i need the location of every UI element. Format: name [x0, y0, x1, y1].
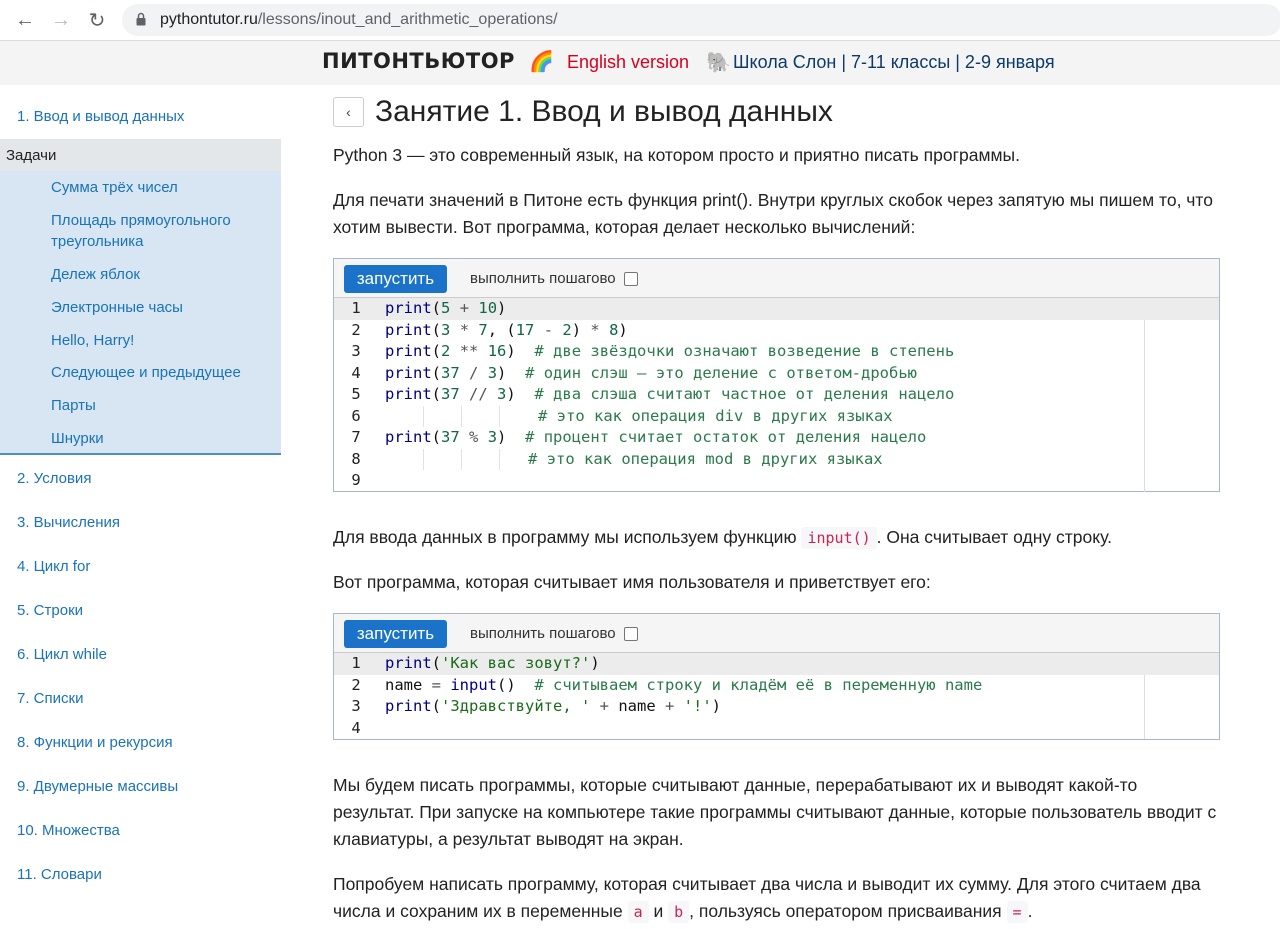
line-number: 4: [351, 363, 361, 382]
line-number: 3: [351, 697, 361, 715]
reload-icon[interactable]: ↻: [88, 9, 106, 32]
paragraph-intro: Python 3 — это современный язык, на котором просто и приятно писать программы.: [333, 145, 1020, 165]
task-link-hello-harry[interactable]: Hello, Harry!: [51, 332, 135, 349]
step-by-step-label: выполнить пошагово: [470, 270, 616, 287]
step-by-step-label: выполнить пошагово: [470, 625, 616, 642]
inline-code-assign: =: [1007, 901, 1028, 923]
school-slon-link[interactable]: Школа Слон | 7-11 классы | 2-9 января: [733, 52, 1055, 72]
line-number: 2: [351, 320, 361, 339]
task-link-laces[interactable]: Шнурки: [51, 430, 104, 447]
code-line: 2 print(3 * 7, (17 - 2) * 8): [334, 320, 1219, 342]
paragraph-sum: Попробуем написать программу, которая считывает два числа и выводит их сумму. Для этого считаем два числа и сохраним их в переменные a и b , пользуясь оператором присваивания = .: [333, 874, 1201, 921]
back-arrow-icon[interactable]: ←: [15, 8, 35, 31]
url-text: [160, 11, 558, 29]
code-line: 1 print('Как вас зовут?'): [334, 653, 1219, 675]
code-line: 6 # это как операция div в других языках: [334, 406, 1219, 428]
code-line: 7 print(37 % 3) # процент считает остаток от деления нацело: [334, 427, 1219, 449]
sidebar-lesson-10[interactable]: 10. Множества: [17, 822, 120, 839]
line-number: 8: [351, 449, 361, 468]
task-link-apples[interactable]: Дележ яблок: [51, 266, 140, 283]
sidebar-lesson-1[interactable]: 1. Ввод и вывод данных: [17, 108, 185, 125]
task-link-clock[interactable]: Электронные часы: [51, 299, 183, 316]
url-path: /lessons/inout_and_arithmetic_operations/: [257, 11, 558, 28]
code-line: 8 # это как операция mod в других языках: [334, 449, 1219, 471]
sidebar-nav: [0, 85, 281, 929]
code-line: 2 name = input() # считываем строку и кладём её в переменную name: [334, 675, 1219, 697]
inline-code-a: a: [628, 901, 649, 923]
rainbow-icon: 🌈: [529, 51, 554, 73]
lock-icon: [136, 12, 146, 26]
tasks-panel: [0, 139, 281, 455]
code-line: 5 print(37 // 3) # два слэша считают частное от деления нацело: [334, 384, 1219, 406]
tasks-title: Задачи: [0, 139, 281, 171]
task-link-next-prev[interactable]: Следующее и предыдущее: [51, 364, 241, 381]
task-link-desks[interactable]: Парты: [51, 397, 96, 414]
sidebar-lesson-6[interactable]: 6. Цикл while: [17, 646, 107, 663]
url-domain: pythontutor.ru: [160, 11, 258, 28]
sidebar-lesson-9[interactable]: 9. Двумерные массивы: [17, 778, 179, 795]
forward-arrow-icon[interactable]: →: [51, 8, 71, 31]
page-title: Занятие 1. Ввод и вывод данных: [375, 95, 833, 128]
sidebar-lesson-4[interactable]: 4. Цикл for: [17, 558, 91, 575]
paragraph-greeting: Вот программа, которая считывает имя пользователя и приветствует его:: [333, 572, 931, 592]
line-number: 4: [351, 718, 361, 737]
code-line: [334, 718, 1219, 740]
code-editor[interactable]: [334, 298, 1219, 492]
line-number: 2: [351, 675, 361, 694]
run-button[interactable]: запустить: [344, 620, 447, 648]
run-button[interactable]: запустить: [344, 265, 447, 293]
paragraph-print: Для печати значений в Питоне есть функция print(). Внутри круглых скобок через запятую мы пишем то, что хотим вывести. Вот программа, которая делает несколько вычислений:: [333, 190, 1213, 237]
inline-code-b: b: [668, 901, 689, 923]
paragraph-input: Для ввода данных в программу мы используем функцию input() . Она считывает одну строку.: [333, 527, 1112, 547]
lesson-content: [333, 85, 1233, 929]
sidebar-lesson-5[interactable]: 5. Строки: [17, 602, 84, 619]
sidebar-lesson-8[interactable]: 8. Функции и рекурсия: [17, 734, 173, 751]
code-line: 1 print(5 + 10): [334, 298, 1219, 320]
chevron-left-icon[interactable]: ‹: [333, 97, 364, 127]
site-header: [0, 41, 1280, 85]
task-link-triangle-area[interactable]: Площадь прямоугольного треугольника: [51, 212, 231, 250]
line-number: 3: [351, 342, 361, 360]
sidebar-lesson-2[interactable]: 2. Условия: [17, 470, 92, 487]
code-toolbar: [334, 259, 1219, 298]
task-link-sum[interactable]: Сумма трёх чисел: [51, 179, 178, 196]
line-number: 5: [351, 385, 361, 403]
code-line: 3 print('Здравствуйте, ' + name + '!'): [334, 696, 1219, 718]
sidebar-lesson-3[interactable]: 3. Вычисления: [17, 514, 121, 531]
step-by-step-checkbox[interactable]: [624, 272, 638, 286]
sidebar-lesson-11[interactable]: 11. Словари: [17, 866, 102, 883]
code-widget-greeting: [333, 613, 1220, 740]
elephant-icon: 🐘: [706, 52, 731, 74]
step-by-step-checkbox[interactable]: [624, 627, 638, 641]
inline-code-input: input(): [801, 527, 876, 549]
code-widget-arithmetic: [333, 258, 1220, 492]
code-line: 4 print(37 / 3) # один слэш — это деление с ответом-дробью: [334, 363, 1219, 385]
paragraph-programs: Мы будем писать программы, которые считывают данные, перерабатывают их и выводят какой-то результат. При запуске на компьютере такие программы считывают данные, которые пользователь вводит с клавиатуры, а результат выводят на экран.: [333, 775, 1217, 849]
line-number: 7: [351, 428, 361, 446]
line-number: 1: [351, 299, 361, 317]
line-number: 1: [351, 654, 361, 672]
browser-toolbar: [0, 0, 1280, 41]
code-toolbar: [334, 614, 1219, 653]
code-line: 3 print(2 ** 16) # две звёздочки означают возведение в степень: [334, 341, 1219, 363]
code-line: [334, 470, 1219, 492]
code-editor[interactable]: [334, 653, 1219, 739]
line-number: 6: [351, 406, 361, 425]
line-number: 9: [351, 471, 361, 489]
site-logo[interactable]: ПИТОНТЬЮТОР: [322, 49, 515, 73]
address-bar[interactable]: [122, 4, 1280, 36]
english-version-link[interactable]: English version: [567, 52, 690, 72]
sidebar-lesson-7[interactable]: 7. Списки: [17, 690, 84, 707]
